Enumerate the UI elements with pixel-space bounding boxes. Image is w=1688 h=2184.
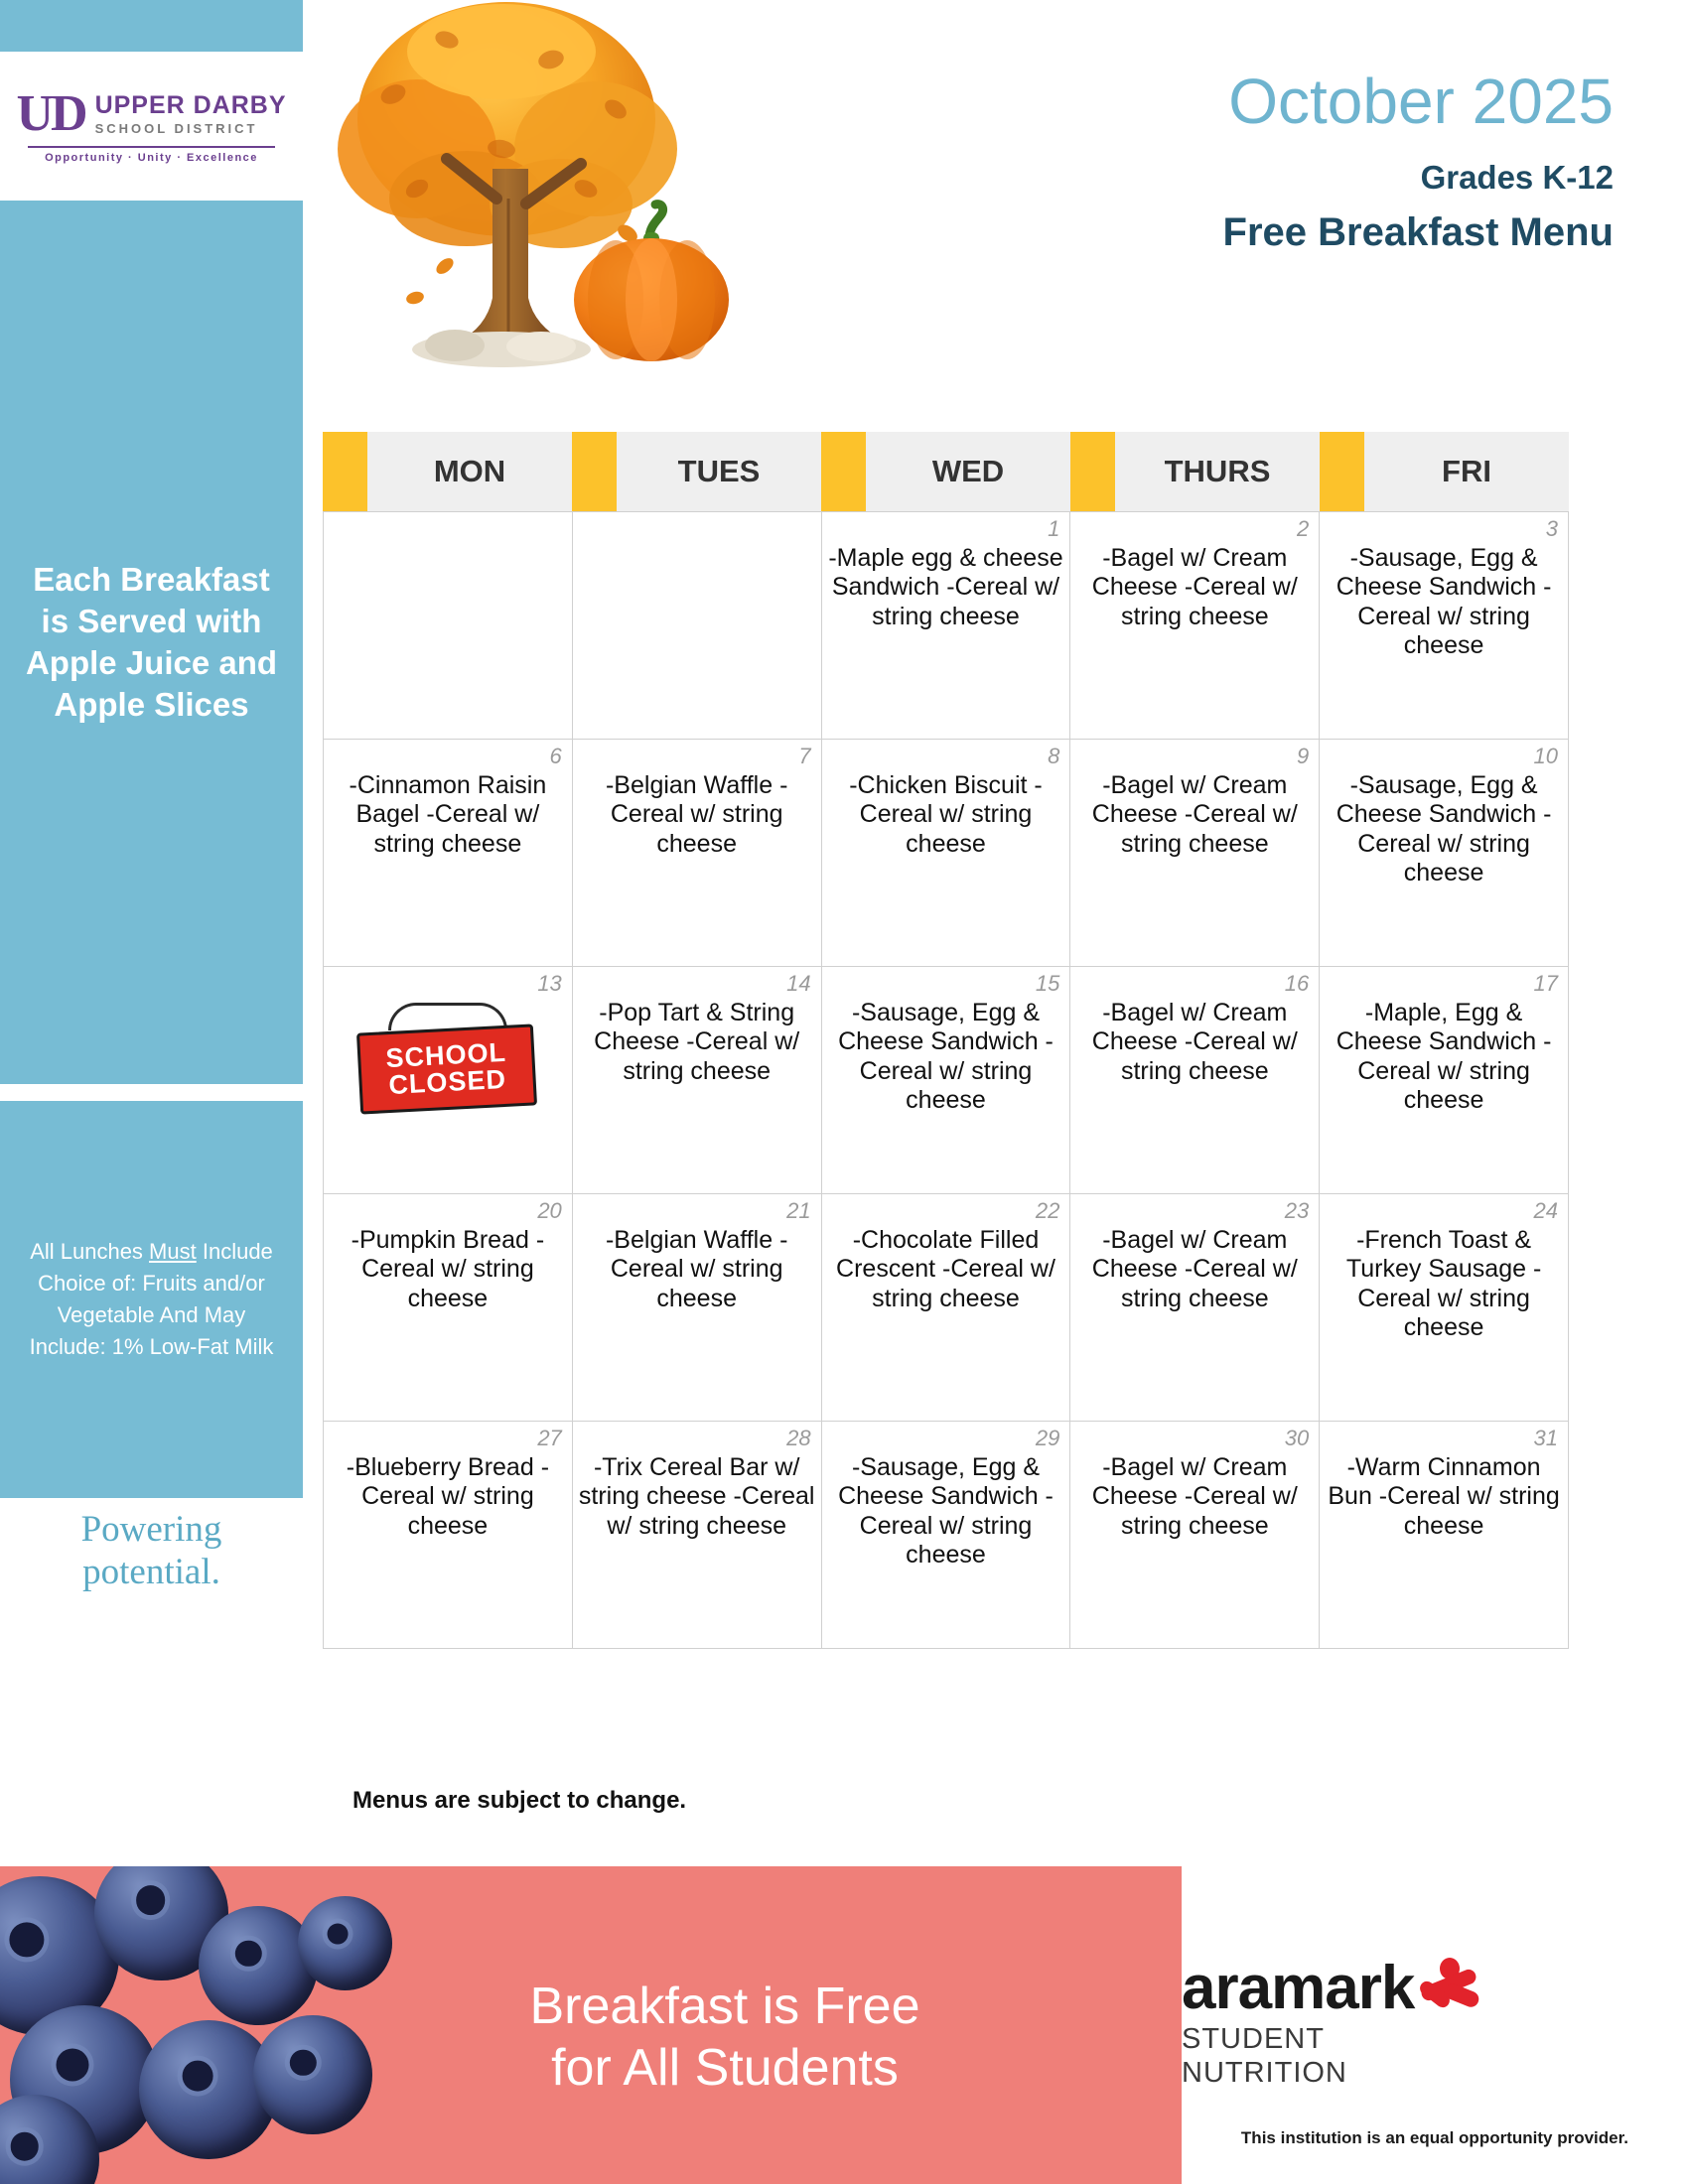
day-menu-items: -Bagel w/ Cream Cheese -Cereal w/ string cheese bbox=[1091, 771, 1298, 858]
grades-label: Grades K-12 bbox=[1420, 159, 1614, 196]
aramark-logo bbox=[1182, 1954, 1628, 2090]
day-number: 29 bbox=[1035, 1426, 1060, 1450]
aramark-star-icon bbox=[1414, 1958, 1483, 2019]
equal-opportunity-statement: This institution is an equal opportunity provider. bbox=[1240, 2128, 1628, 2147]
day-header-thurs: THURS bbox=[1115, 432, 1320, 511]
day-menu-items: -Sausage, Egg & Cheese Sandwich -Cereal w/ string cheese bbox=[838, 1453, 1054, 1569]
day-tab-accent bbox=[821, 432, 866, 511]
calendar-day-cell bbox=[573, 967, 822, 1193]
calendar-day-cell bbox=[822, 512, 1071, 739]
day-menu-items: -Trix Cereal Bar w/ string cheese -Cereal w/ string cheese bbox=[578, 1453, 815, 1540]
day-number: 8 bbox=[1048, 744, 1060, 768]
menu-header bbox=[859, 66, 1614, 255]
day-number: 9 bbox=[1296, 744, 1310, 768]
calendar-day-cell bbox=[573, 1422, 822, 1648]
day-menu-items: -Belgian Waffle -Cereal w/ string cheese bbox=[605, 1226, 788, 1312]
day-menu-items: -French Toast & Turkey Sausage -Cereal w/ string cheese bbox=[1345, 1226, 1542, 1341]
powering-potential-slogan bbox=[0, 1509, 303, 1593]
day-number: 7 bbox=[798, 744, 811, 768]
lunch-note-part2: Include Choice of: Fruits and/or Vegetable And May Include: 1% Low-Fat Milk bbox=[29, 1239, 274, 1359]
calendar-day-cell bbox=[573, 1194, 822, 1421]
day-tab-accent bbox=[572, 432, 617, 511]
powering-line-1: Powering bbox=[80, 1509, 222, 1550]
day-number: 15 bbox=[1035, 971, 1060, 996]
day-menu-items: -Bagel w/ Cream Cheese -Cereal w/ string cheese bbox=[1091, 544, 1298, 630]
calendar-day-cell bbox=[1320, 740, 1568, 966]
calendar-day-cell bbox=[822, 1422, 1071, 1648]
day-number: 2 bbox=[1296, 516, 1310, 541]
day-number: 30 bbox=[1284, 1426, 1310, 1450]
calendar-day-cell bbox=[1320, 967, 1568, 1193]
day-number: 24 bbox=[1533, 1198, 1558, 1223]
school-closed-line-1: SCHOOL bbox=[385, 1036, 508, 1074]
day-tab-accent bbox=[1070, 432, 1115, 511]
calendar-day-cell bbox=[1320, 1422, 1568, 1648]
calendar-week-row bbox=[323, 511, 1569, 740]
aramark-sub-line-2: NUTRITION bbox=[1182, 2056, 1347, 2089]
day-menu-items: -Cinnamon Raisin Bagel -Cereal w/ string cheese bbox=[349, 771, 547, 858]
district-tagline: Opportunity · Unity · Excellence bbox=[45, 152, 258, 164]
day-menu-items: -Sausage, Egg & Cheese Sandwich -Cereal w/ string cheese bbox=[838, 999, 1054, 1114]
served-with-text: Each Breakfast is Served with Apple Juice and Apple Slices bbox=[25, 561, 278, 723]
sidebar-top-accent bbox=[0, 0, 303, 52]
day-menu-items: -Blueberry Bread -Cereal w/ string cheese bbox=[346, 1453, 550, 1540]
calendar-day-cell bbox=[573, 512, 822, 739]
served-with-panel bbox=[0, 201, 303, 1084]
district-subtitle: SCHOOL DISTRICT bbox=[94, 120, 258, 136]
day-menu-items: -Sausage, Egg & Cheese Sandwich -Cereal w/ string cheese bbox=[1336, 771, 1552, 887]
day-number: 6 bbox=[549, 744, 562, 768]
calendar-day-cell bbox=[324, 1194, 573, 1421]
powering-line-2: potential. bbox=[82, 1551, 220, 1592]
day-tab-accent bbox=[1320, 432, 1364, 511]
sidebar-gap bbox=[0, 1084, 303, 1101]
day-number: 16 bbox=[1284, 971, 1310, 996]
autumn-tree-pumpkin-illustration bbox=[298, 0, 834, 427]
logo-divider bbox=[28, 146, 275, 148]
day-menu-items: -Sausage, Egg & Cheese Sandwich -Cereal w/ string cheese bbox=[1336, 544, 1552, 659]
day-header-wed: WED bbox=[866, 432, 1070, 511]
promo-text bbox=[427, 1977, 1023, 2099]
aramark-sub-line-1: STUDENT bbox=[1182, 2023, 1325, 2056]
calendar-day-cell bbox=[1070, 967, 1320, 1193]
promo-line-1: Breakfast is Free bbox=[529, 1978, 920, 2036]
menu-title: Free Breakfast Menu bbox=[1222, 210, 1614, 254]
day-number: 20 bbox=[537, 1198, 562, 1223]
aramark-division bbox=[1182, 2023, 1628, 2090]
district-monogram: UD bbox=[16, 85, 85, 142]
day-number: 3 bbox=[1545, 516, 1558, 541]
calendar-day-cell bbox=[1070, 512, 1320, 739]
day-menu-items: -Bagel w/ Cream Cheese -Cereal w/ string cheese bbox=[1091, 1226, 1298, 1312]
school-closed-sign-icon bbox=[330, 1003, 566, 1117]
calendar-day-cell bbox=[822, 1194, 1071, 1421]
day-menu-items: -Pop Tart & String Cheese -Cereal w/ string cheese bbox=[594, 999, 800, 1085]
calendar-day-cell bbox=[1070, 740, 1320, 966]
calendar-day-cell bbox=[324, 512, 573, 739]
calendar-day-cell bbox=[324, 1422, 573, 1648]
day-number: 22 bbox=[1035, 1198, 1060, 1223]
lunch-requirements-text bbox=[0, 1236, 303, 1363]
district-name: UPPER DARBY bbox=[94, 91, 287, 120]
lunch-requirements-panel bbox=[0, 1101, 303, 1498]
day-number: 10 bbox=[1533, 744, 1558, 768]
day-header-mon: MON bbox=[367, 432, 572, 511]
day-number: 23 bbox=[1284, 1198, 1310, 1223]
calendar-day-cell bbox=[573, 740, 822, 966]
calendar-week-row bbox=[323, 1422, 1569, 1649]
day-header-tues: TUES bbox=[617, 432, 821, 511]
day-menu-items: -Bagel w/ Cream Cheese -Cereal w/ string cheese bbox=[1091, 1453, 1298, 1540]
day-menu-items: -Pumpkin Bread -Cereal w/ string cheese bbox=[351, 1226, 545, 1312]
calendar-day-cell bbox=[822, 740, 1071, 966]
day-number: 27 bbox=[537, 1426, 562, 1450]
calendar-day-cell bbox=[1070, 1194, 1320, 1421]
district-logo bbox=[0, 52, 303, 201]
promo-line-2: for All Students bbox=[551, 2038, 899, 2097]
calendar-day-cell bbox=[324, 740, 573, 966]
day-tab-accent bbox=[323, 432, 367, 511]
day-number: 13 bbox=[537, 971, 562, 996]
calendar-week-row bbox=[323, 740, 1569, 967]
day-number: 17 bbox=[1533, 971, 1558, 996]
day-menu-items: -Chicken Biscuit -Cereal w/ string cheese bbox=[849, 771, 1043, 858]
day-menu-items: -Maple egg & cheese Sandwich -Cereal w/ string cheese bbox=[828, 544, 1063, 630]
blueberries-image bbox=[0, 1866, 427, 2184]
day-number: 31 bbox=[1533, 1426, 1558, 1450]
day-number: 28 bbox=[786, 1426, 811, 1450]
school-closed-line-2: CLOSED bbox=[388, 1063, 508, 1101]
day-menu-items: -Belgian Waffle -Cereal w/ string cheese bbox=[605, 771, 788, 858]
day-menu-items: -Warm Cinnamon Bun -Cereal w/ string cheese bbox=[1328, 1453, 1560, 1540]
calendar-week-row bbox=[323, 1194, 1569, 1422]
aramark-wordmark: aramark bbox=[1182, 1954, 1415, 2023]
page-title: October 2025 bbox=[1228, 66, 1614, 137]
day-number: 21 bbox=[786, 1198, 811, 1223]
day-number: 1 bbox=[1048, 516, 1060, 541]
calendar-day-cell bbox=[324, 967, 573, 1193]
day-header-fri: FRI bbox=[1364, 432, 1569, 511]
calendar-header-row bbox=[323, 432, 1569, 511]
calendar-day-cell bbox=[1320, 512, 1568, 739]
day-number: 14 bbox=[786, 971, 811, 996]
lunch-note-must: Must bbox=[149, 1239, 197, 1265]
calendar-week-row bbox=[323, 967, 1569, 1194]
day-menu-items: -Maple, Egg & Cheese Sandwich -Cereal w/ string cheese bbox=[1336, 999, 1552, 1114]
calendar-day-cell bbox=[822, 967, 1071, 1193]
calendar-day-cell bbox=[1070, 1422, 1320, 1648]
day-menu-items: -Chocolate Filled Crescent -Cereal w/ string cheese bbox=[836, 1226, 1055, 1312]
menu-change-note: Menus are subject to change. bbox=[352, 1787, 687, 1814]
calendar-day-cell bbox=[1320, 1194, 1568, 1421]
breakfast-calendar bbox=[323, 432, 1569, 1649]
lunch-note-part1: All Lunches bbox=[30, 1239, 150, 1265]
day-menu-items: -Bagel w/ Cream Cheese -Cereal w/ string cheese bbox=[1091, 999, 1298, 1085]
